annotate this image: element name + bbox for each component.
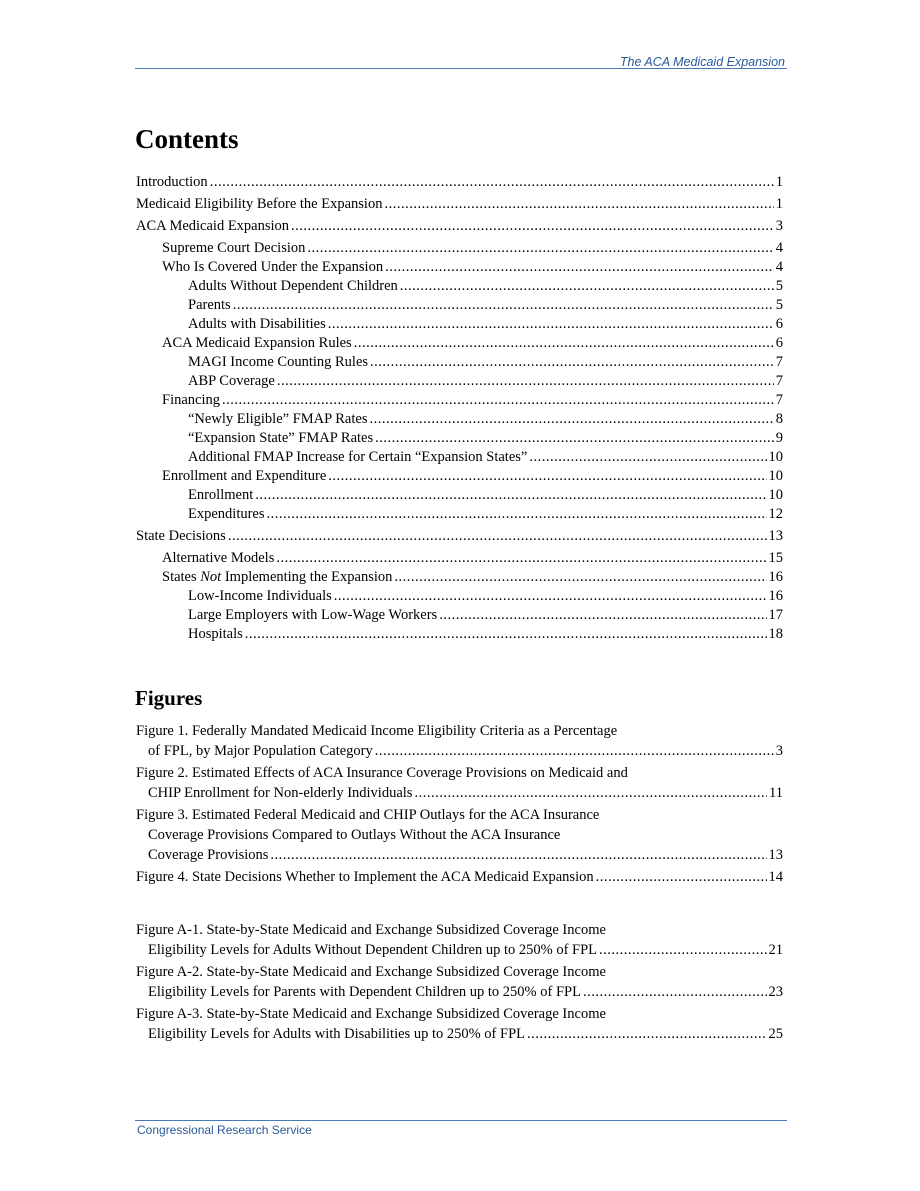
toc-entry[interactable]: Additional FMAP Increase for Certain “Expansion States” ..... 10	[136, 448, 783, 467]
toc-entry[interactable]: Enrollment ..... 10	[136, 486, 783, 505]
contents-list	[136, 173, 783, 644]
toc-entry[interactable]: “Newly Eligible” FMAP Rates ..... 8	[136, 410, 783, 429]
toc-entry[interactable]: ABP Coverage ..... 7	[136, 372, 783, 391]
figure-entry[interactable]: Figure 4. State Decisions Whether to Implement the ACA Medicaid Expansion ..... 14	[136, 867, 783, 887]
toc-entry[interactable]: ACA Medicaid Expansion Rules ..... 6	[136, 334, 783, 353]
contents-heading: Contents	[135, 124, 239, 154]
toc-entry[interactable]: Introduction ..... 1	[136, 173, 783, 192]
header-rule	[135, 68, 787, 69]
figure-entry[interactable]: Figure A-2. State-by-State Medicaid and Exchange Subsidized Coverage Income Eligibility Levels for Parents with Dependent Children up to 250% of FPL ..... 23	[136, 962, 783, 1002]
footer-rule	[135, 1120, 787, 1121]
toc-entry[interactable]: MAGI Income Counting Rules ..... 7	[136, 353, 783, 372]
appendix-figures-list	[136, 920, 783, 1046]
toc-entry[interactable]: Medicaid Eligibility Before the Expansion ..... 1	[136, 195, 783, 214]
figure-entry[interactable]: Figure 2. Estimated Effects of ACA Insurance Coverage Provisions on Medicaid and CHIP Enrollment for Non-elderly Individuals ..... 11	[136, 763, 783, 803]
toc-entry[interactable]: Who Is Covered Under the Expansion ..... 4	[136, 258, 783, 277]
toc-entry[interactable]: Parents ..... 5	[136, 296, 783, 315]
toc-entry[interactable]: Hospitals ..... 18	[136, 625, 783, 644]
toc-entry[interactable]: Low-Income Individuals ..... 16	[136, 587, 783, 606]
toc-entry[interactable]: ACA Medicaid Expansion ..... 3	[136, 217, 783, 236]
toc-entry[interactable]: Financing ..... 7	[136, 391, 783, 410]
toc-entry[interactable]: Expenditures ..... 12	[136, 505, 783, 524]
figure-entry[interactable]: Figure A-3. State-by-State Medicaid and Exchange Subsidized Coverage Income Eligibility Levels for Adults with Disabilities up to 250% of FPL ..... 25	[136, 1004, 783, 1044]
toc-entry[interactable]: Large Employers with Low-Wage Workers ..... 17	[136, 606, 783, 625]
toc-entry[interactable]: States Not Implementing the Expansion ..... 16	[136, 568, 783, 587]
figures-heading: Figures	[135, 686, 203, 710]
toc-entry[interactable]: Enrollment and Expenditure ..... 10	[136, 467, 783, 486]
figure-entry[interactable]: Figure A-1. State-by-State Medicaid and Exchange Subsidized Coverage Income Eligibility Levels for Adults Without Dependent Children up to 250% of FPL ..... 21	[136, 920, 783, 960]
figure-entry[interactable]: Figure 3. Estimated Federal Medicaid and CHIP Outlays for the ACA Insurance Coverage Provisions Compared to Outlays Without the ACA Insurance Coverage Provisions ..... 13	[136, 805, 783, 865]
toc-entry[interactable]: Adults Without Dependent Children ..... 5	[136, 277, 783, 296]
toc-entry[interactable]: Alternative Models ..... 15	[136, 549, 783, 568]
toc-entry[interactable]: Adults with Disabilities ..... 6	[136, 315, 783, 334]
figures-list	[136, 721, 783, 889]
running-footer: Congressional Research Service	[137, 1123, 312, 1137]
toc-entry[interactable]: “Expansion State” FMAP Rates ..... 9	[136, 429, 783, 448]
figure-entry[interactable]: Figure 1. Federally Mandated Medicaid Income Eligibility Criteria as a Percentage of FPL, by Major Population Category ..... 3	[136, 721, 783, 761]
toc-entry[interactable]: State Decisions ..... 13	[136, 527, 783, 546]
toc-entry[interactable]: Supreme Court Decision ..... 4	[136, 239, 783, 258]
running-header: The ACA Medicaid Expansion	[619, 55, 785, 69]
